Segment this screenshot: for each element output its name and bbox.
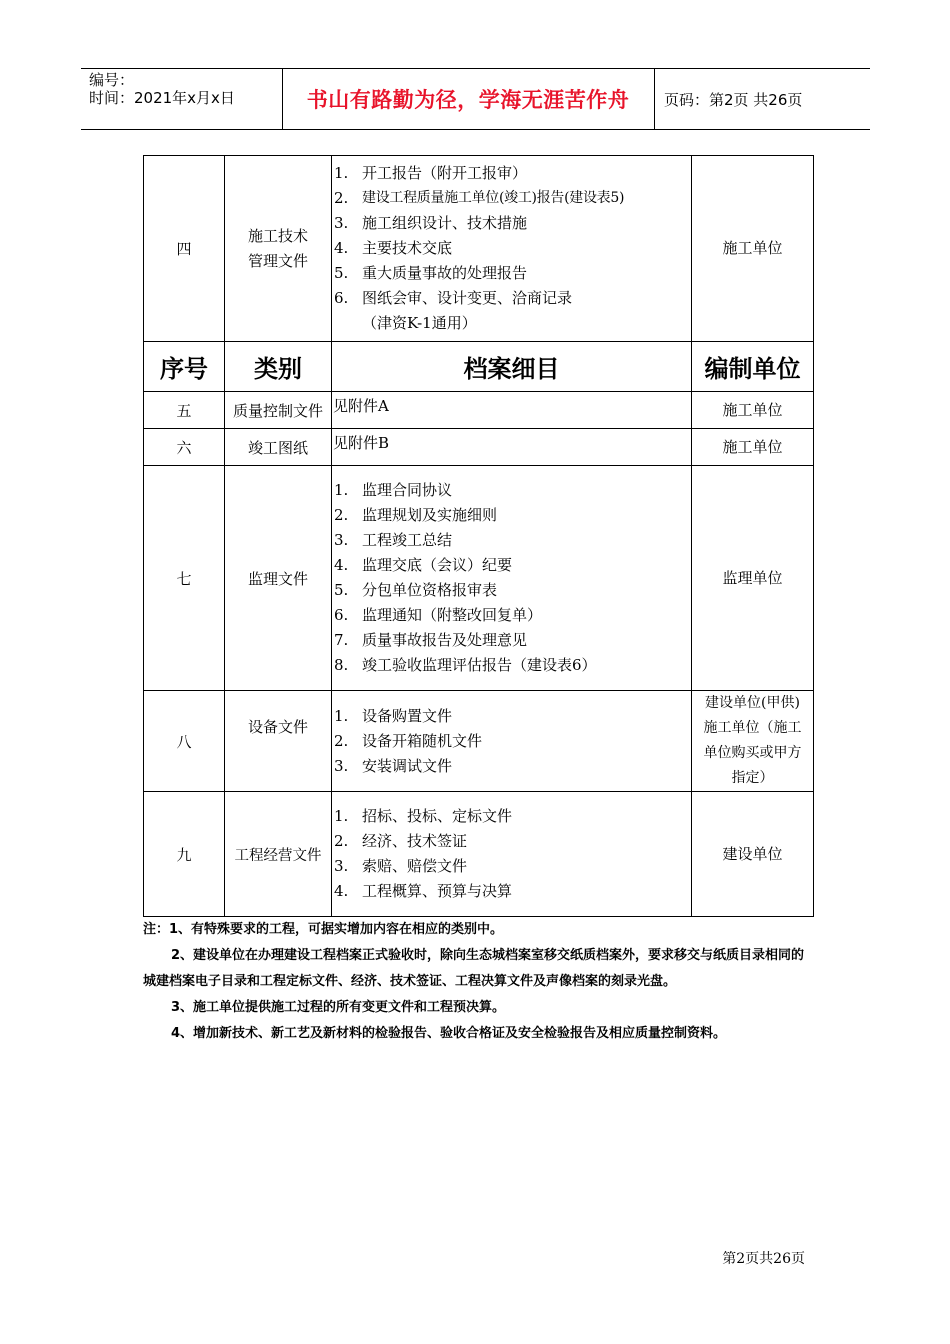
list-item (332, 603, 691, 628)
unit-cell: 监理单位 (692, 466, 814, 691)
item-text: 主要技术交底 (362, 239, 453, 257)
list-item (332, 653, 691, 678)
seq-cell: 六 (144, 429, 225, 466)
item-text: 索赔、赔偿文件 (362, 857, 468, 875)
table-header-row (144, 342, 814, 392)
note-3: 3、施工单位提供施工过程的所有变更文件和工程预决算。 (171, 1000, 506, 1015)
page-footer: 第2页共26页 (722, 1251, 805, 1267)
item-text: 监理通知（附整改回复单） (362, 606, 543, 624)
list-item (332, 804, 691, 829)
item-text: 监理合同协议 (362, 481, 453, 499)
item-text: 设备购置文件 (362, 706, 453, 725)
item-text: 监理规划及实施细则 (362, 506, 498, 524)
item-text: 招标、投标、定标文件 (362, 807, 513, 825)
notes-section (143, 917, 813, 1047)
unit-line: 指定） (731, 770, 774, 786)
details-cell (332, 156, 692, 342)
details-cell (332, 429, 692, 466)
table-row (144, 429, 814, 466)
item-text: 施工组织设计、技术措施 (362, 214, 528, 232)
item-text: 监理交底（会议）纪要 (362, 556, 513, 574)
list-item (332, 286, 691, 311)
item-text: 工程概算、预算与决算 (362, 882, 513, 900)
header-category: 类别 (225, 342, 332, 392)
list-item (332, 628, 691, 653)
list-item (332, 503, 691, 528)
seq-cell: 五 (144, 392, 225, 429)
item-number: 3. (334, 531, 349, 549)
header-unit: 编制单位 (692, 342, 814, 392)
details-cell (332, 392, 692, 429)
item-number: 2. (334, 731, 349, 750)
item-text: 质量事故报告及处理意见 (362, 631, 528, 649)
item-number: 2. (334, 832, 349, 850)
category-cell: 竣工图纸 (225, 429, 332, 466)
unit-cell (692, 691, 814, 792)
item-text: 分包单位资格报审表 (362, 581, 498, 599)
list-item (332, 704, 691, 729)
list-item (332, 528, 691, 553)
details-cell (332, 691, 692, 792)
header-motto: 书山有路勤为径，学海无涯苦作舟 (306, 88, 630, 112)
item-number: 6. (334, 289, 349, 307)
list-item (332, 236, 691, 261)
list-item (332, 211, 691, 236)
item-text: 安装调试文件 (362, 756, 453, 775)
category-cell (225, 156, 332, 342)
category-line: 管理文件 (247, 251, 308, 270)
item-number: 4. (334, 239, 349, 257)
header-page-number: 页码：第2页 共26页 (664, 90, 803, 109)
category-cell: 设备文件 (225, 691, 332, 792)
category-cell: 质量控制文件 (225, 392, 332, 429)
list-item (332, 553, 691, 578)
list-item (332, 186, 691, 211)
table-row (144, 691, 814, 792)
seq-cell: 七 (144, 466, 225, 691)
list-item (332, 478, 691, 503)
item-number: 4. (334, 882, 349, 900)
list-item (332, 161, 691, 186)
unit-line: 施工单位（施工 (703, 720, 802, 736)
table-row (144, 792, 814, 917)
note-2: 2、建设单位在办理建设工程档案正式验收时，除向生态城档案室移交纸质档案外，要求移交与纸质目录相同的城建档案电子目录和工程定标文件、经济、技术签证、工程决算文件及声像档案的刻录光盘。 (143, 948, 805, 989)
item-number: 1. (334, 706, 349, 725)
category-cell: 工程经营文件 (225, 792, 332, 917)
item-text: 开工报告（附开工报审） (362, 164, 528, 182)
category-cell: 监理文件 (225, 466, 332, 691)
item-number: 3. (334, 857, 349, 875)
details-cell (332, 792, 692, 917)
table-row (144, 156, 814, 342)
archive-table (143, 155, 814, 917)
document-time: 时间：2021年x月x日 (89, 89, 235, 107)
unit-cell: 施工单位 (692, 156, 814, 342)
item-text: 建设工程质量施工单位(竣工)报告(建设表5) (362, 190, 625, 206)
unit-cell: 施工单位 (692, 429, 814, 466)
note-1: 注：1、有特殊要求的工程，可据实增加内容在相应的类别中。 (143, 922, 504, 937)
item-number: 6. (334, 606, 349, 624)
item-number: 5. (334, 264, 349, 282)
unit-cell: 施工单位 (692, 392, 814, 429)
item-number: 3. (334, 214, 349, 232)
list-item (332, 261, 691, 286)
item-continuation: （津资K-1通用） (362, 314, 477, 332)
list-item (332, 754, 691, 779)
unit-line: 建设单位(甲供) (705, 695, 800, 711)
detail-text: 见附件B (333, 434, 390, 452)
item-number: 1. (334, 481, 349, 499)
item-text: 设备开箱随机文件 (362, 731, 483, 750)
unit-line: 单位购买或甲方 (703, 745, 802, 761)
item-number: 1. (334, 164, 349, 182)
list-item (332, 578, 691, 603)
header-divider (654, 69, 655, 129)
seq-cell: 四 (144, 156, 225, 342)
item-number: 8. (334, 656, 349, 674)
page-header (81, 68, 870, 130)
list-item (332, 729, 691, 754)
item-text: 图纸会审、设计变更、洽商记录 (362, 289, 573, 307)
detail-text: 见附件A (333, 397, 389, 415)
item-number: 5. (334, 581, 349, 599)
item-number: 2. (334, 189, 349, 207)
item-number: 1. (334, 807, 349, 825)
item-number: 2. (334, 506, 349, 524)
note-4: 4、增加新技术、新工艺及新材料的检验报告、验收合格证及安全检验报告及相应质量控制资料。 (171, 1026, 727, 1041)
item-text: 竣工验收监理评估报告（建设表6） (362, 656, 597, 674)
table-row (144, 466, 814, 691)
header-details: 档案细目 (332, 342, 692, 392)
item-text: 重大质量事故的处理报告 (362, 264, 528, 282)
header-meta (89, 71, 235, 107)
document-number: 编号： (89, 71, 135, 89)
header-seq: 序号 (144, 342, 225, 392)
details-cell (332, 466, 692, 691)
item-text: 经济、技术签证 (362, 832, 468, 850)
item-number: 7. (334, 631, 349, 649)
category-line: 施工技术 (247, 226, 308, 245)
unit-cell: 建设单位 (692, 792, 814, 917)
table-row (144, 392, 814, 429)
list-item (332, 829, 691, 854)
seq-cell: 九 (144, 792, 225, 917)
list-item (332, 879, 691, 904)
item-number: 4. (334, 556, 349, 574)
seq-cell: 八 (144, 691, 225, 792)
list-item (332, 854, 691, 879)
item-number: 3. (334, 756, 349, 775)
item-text: 工程竣工总结 (362, 531, 453, 549)
